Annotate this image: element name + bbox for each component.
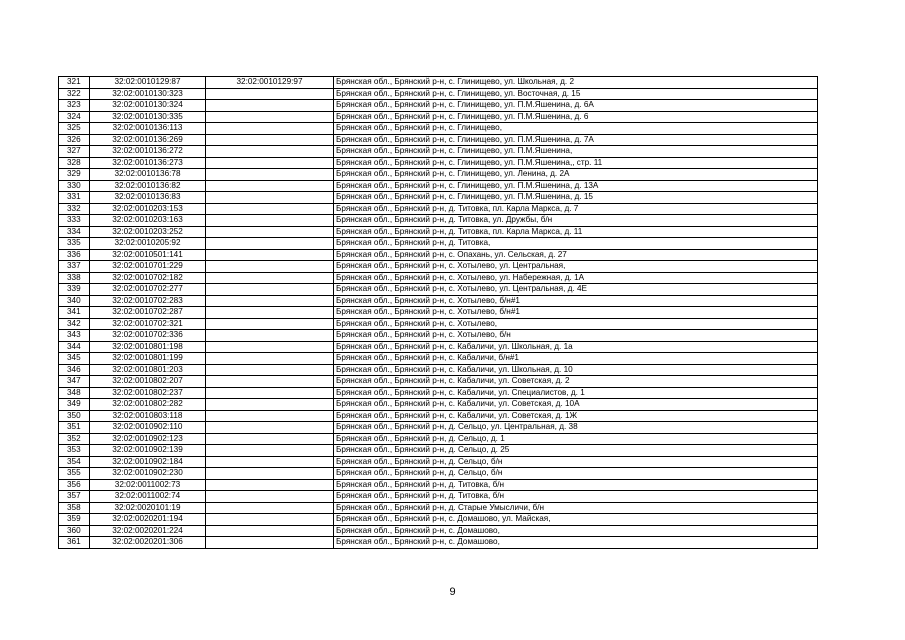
cadastral-number: 32:02:0010129:87 [90,77,206,89]
cadastral-number: 32:02:0010136:82 [90,180,206,192]
parent-cadastral-number [206,341,334,353]
parent-cadastral-number [206,445,334,457]
row-number: 329 [59,169,90,181]
parent-cadastral-number [206,468,334,480]
table-row [59,146,818,158]
cadastral-number: 32:02:0010130:324 [90,100,206,112]
row-number: 351 [59,422,90,434]
parent-cadastral-number [206,88,334,100]
parent-cadastral-number [206,146,334,158]
cadastral-number: 32:02:0010801:199 [90,353,206,365]
parent-cadastral-number [206,525,334,537]
table-row [59,479,818,491]
parent-cadastral-number [206,284,334,296]
table-row [59,525,818,537]
parent-cadastral-number [206,157,334,169]
address: Брянская обл., Брянский р-н, д. Титовка, пл. Карла Маркса, д. 7 [334,203,818,215]
row-number: 337 [59,261,90,273]
row-number: 325 [59,123,90,135]
row-number: 327 [59,146,90,158]
cadastral-number: 32:02:0010501:141 [90,249,206,261]
address: Брянская обл., Брянский р-н, с. Кабаличи, ул. Специалистов, д. 1 [334,387,818,399]
row-number: 342 [59,318,90,330]
address: Брянская обл., Брянский р-н, с. Кабаличи, ул. Советская, д. 2 [334,376,818,388]
parent-cadastral-number [206,192,334,204]
table-row [59,238,818,250]
parent-cadastral-number [206,295,334,307]
cadastral-number: 32:02:0010702:277 [90,284,206,296]
address: Брянская обл., Брянский р-н, с. Хотылево, [334,318,818,330]
cadastral-number: 32:02:0010801:203 [90,364,206,376]
address: Брянская обл., Брянский р-н, с. Домашово, ул. Майская, [334,514,818,526]
row-number: 340 [59,295,90,307]
table-body [59,77,818,549]
parent-cadastral-number [206,272,334,284]
cadastral-number: 32:02:0010702:182 [90,272,206,284]
table-row [59,410,818,422]
address: Брянская обл., Брянский р-н, д. Старые Умысличи, б/н [334,502,818,514]
table-row [59,353,818,365]
address: Брянская обл., Брянский р-н, с. Глинищево, ул. П.М.Яшенина, [334,146,818,158]
parent-cadastral-number [206,169,334,181]
parent-cadastral-number [206,261,334,273]
parent-cadastral-number [206,456,334,468]
row-number: 331 [59,192,90,204]
table-row [59,226,818,238]
cadastral-number: 32:02:0010902:139 [90,445,206,457]
cadastral-number: 32:02:0010803:118 [90,410,206,422]
cadastral-number: 32:02:0010802:237 [90,387,206,399]
parent-cadastral-number [206,330,334,342]
table-row [59,111,818,123]
parent-cadastral-number [206,399,334,411]
row-number: 324 [59,111,90,123]
address: Брянская обл., Брянский р-н, с. Хотылево, б/н [334,330,818,342]
page-number: 9 [449,586,456,598]
address: Брянская обл., Брянский р-н, с. Кабаличи, ул. Школьная, д. 1а [334,341,818,353]
cadastral-table [58,76,818,549]
cadastral-number: 32:02:0020201:194 [90,514,206,526]
address: Брянская обл., Брянский р-н, с. Глинищево, ул. П.М.Яшенина, д. 13А [334,180,818,192]
cadastral-number: 32:02:0010136:273 [90,157,206,169]
table-row [59,514,818,526]
table-row [59,468,818,480]
cadastral-number: 32:02:0010203:153 [90,203,206,215]
row-number: 321 [59,77,90,89]
parent-cadastral-number [206,318,334,330]
parent-cadastral-number [206,238,334,250]
cadastral-number: 32:02:0010702:283 [90,295,206,307]
parent-cadastral-number [206,203,334,215]
address: Брянская обл., Брянский р-н, д. Титовка, пл. Карла Маркса, д. 11 [334,226,818,238]
table-row [59,203,818,215]
parent-cadastral-number [206,479,334,491]
cadastral-number: 32:02:0010801:198 [90,341,206,353]
table-row [59,399,818,411]
address: Брянская обл., Брянский р-н, с. Глинищево, ул. П.М.Яшенина, д. 7А [334,134,818,146]
row-number: 326 [59,134,90,146]
cadastral-number: 32:02:0010902:123 [90,433,206,445]
row-number: 354 [59,456,90,468]
parent-cadastral-number [206,514,334,526]
parent-cadastral-number [206,100,334,112]
parent-cadastral-number [206,422,334,434]
table-row [59,215,818,227]
cadastral-number: 32:02:0010136:78 [90,169,206,181]
parent-cadastral-number [206,249,334,261]
row-number: 332 [59,203,90,215]
cadastral-number: 32:02:0010136:269 [90,134,206,146]
address: Брянская обл., Брянский р-н, д. Сельцо, б/н [334,456,818,468]
address: Брянская обл., Брянский р-н, с. Кабаличи, ул. Советская, д. 1Ж [334,410,818,422]
row-number: 330 [59,180,90,192]
address: Брянская обл., Брянский р-н, д. Сельцо, д. 25 [334,445,818,457]
row-number: 357 [59,491,90,503]
parent-cadastral-number [206,433,334,445]
row-number: 356 [59,479,90,491]
cadastral-number: 32:02:0011002:74 [90,491,206,503]
address: Брянская обл., Брянский р-н, с. Хотылево, ул. Набережная, д. 1А [334,272,818,284]
cadastral-number: 32:02:0010136:272 [90,146,206,158]
row-number: 323 [59,100,90,112]
cadastral-number: 32:02:0010802:282 [90,399,206,411]
row-number: 343 [59,330,90,342]
table-row [59,387,818,399]
table-row [59,272,818,284]
address: Брянская обл., Брянский р-н, с. Глинищево, ул. П.М.Яшенина, д. 6 [334,111,818,123]
parent-cadastral-number [206,111,334,123]
table-row [59,456,818,468]
address: Брянская обл., Брянский р-н, с. Глинищево, ул. Восточная, д. 15 [334,88,818,100]
table-row [59,307,818,319]
address: Брянская обл., Брянский р-н, с. Глинищево, ул. П.М.Яшенина, д. 15 [334,192,818,204]
row-number: 336 [59,249,90,261]
cadastral-number: 32:02:0010203:252 [90,226,206,238]
table-row [59,284,818,296]
row-number: 341 [59,307,90,319]
parent-cadastral-number [206,364,334,376]
parent-cadastral-number [206,491,334,503]
table-row [59,77,818,89]
table-row [59,134,818,146]
row-number: 333 [59,215,90,227]
address: Брянская обл., Брянский р-н, с. Хотылево, б/н#1 [334,295,818,307]
parent-cadastral-number [206,134,334,146]
row-number: 346 [59,364,90,376]
cadastral-number: 32:02:0010902:184 [90,456,206,468]
row-number: 339 [59,284,90,296]
address: Брянская обл., Брянский р-н, с. Кабаличи, ул. Советская, д. 10А [334,399,818,411]
parent-cadastral-number [206,502,334,514]
parent-cadastral-number [206,387,334,399]
row-number: 358 [59,502,90,514]
row-number: 338 [59,272,90,284]
address: Брянская обл., Брянский р-н, с. Хотылево, б/н#1 [334,307,818,319]
row-number: 334 [59,226,90,238]
parent-cadastral-number [206,226,334,238]
address: Брянская обл., Брянский р-н, с. Глинищево, ул. Школьная, д. 2 [334,77,818,89]
cadastral-number: 32:02:0010130:323 [90,88,206,100]
row-number: 322 [59,88,90,100]
cadastral-number: 32:02:0010205:92 [90,238,206,250]
address: Брянская обл., Брянский р-н, с. Кабаличи, ул. Школьная, д. 10 [334,364,818,376]
table-row [59,249,818,261]
parent-cadastral-number [206,410,334,422]
cadastral-number: 32:02:0010136:113 [90,123,206,135]
cadastral-number: 32:02:0020201:224 [90,525,206,537]
table-row [59,123,818,135]
table-row [59,376,818,388]
cadastral-number: 32:02:0010136:83 [90,192,206,204]
table-row [59,318,818,330]
cadastral-number: 32:02:0010702:336 [90,330,206,342]
row-number: 360 [59,525,90,537]
table-row [59,491,818,503]
address: Брянская обл., Брянский р-н, д. Титовка, б/н [334,479,818,491]
address: Брянская обл., Брянский р-н, д. Сельцо, ул. Центральная, д. 38 [334,422,818,434]
row-number: 349 [59,399,90,411]
table-row [59,502,818,514]
address: Брянская обл., Брянский р-н, д. Сельцо, б/н [334,468,818,480]
address: Брянская обл., Брянский р-н, д. Титовка, ул. Дружбы, б/н [334,215,818,227]
row-number: 348 [59,387,90,399]
address: Брянская обл., Брянский р-н, с. Глинищево, ул. П.М.Яшенина, д. 6А [334,100,818,112]
table-row [59,330,818,342]
table-row [59,180,818,192]
row-number: 335 [59,238,90,250]
row-number: 344 [59,341,90,353]
table-row [59,341,818,353]
cadastral-number: 32:02:0010203:163 [90,215,206,227]
address: Брянская обл., Брянский р-н, д. Сельцо, д. 1 [334,433,818,445]
parent-cadastral-number [206,215,334,227]
address: Брянская обл., Брянский р-н, с. Хотылево, ул. Центральная, [334,261,818,273]
cadastral-number: 32:02:0020201:306 [90,537,206,549]
table-row [59,88,818,100]
row-number: 350 [59,410,90,422]
table-row [59,261,818,273]
address: Брянская обл., Брянский р-н, д. Титовка, б/н [334,491,818,503]
address: Брянская обл., Брянский р-н, с. Глинищево, ул. Ленина, д. 2А [334,169,818,181]
cadastral-number: 32:02:0010701:229 [90,261,206,273]
parent-cadastral-number [206,376,334,388]
address: Брянская обл., Брянский р-н, с. Глинищево, ул. П.М.Яшенина,, стр. 11 [334,157,818,169]
table-row [59,445,818,457]
cadastral-number: 32:02:0010702:287 [90,307,206,319]
cadastral-number: 32:02:0010702:321 [90,318,206,330]
table-row [59,192,818,204]
address: Брянская обл., Брянский р-н, с. Хотылево, ул. Центральная, д. 4Е [334,284,818,296]
table-row [59,364,818,376]
cadastral-number: 32:02:0011002:73 [90,479,206,491]
address: Брянская обл., Брянский р-н, д. Титовка, [334,238,818,250]
table-row [59,537,818,549]
address: Брянская обл., Брянский р-н, с. Домашово, [334,525,818,537]
row-number: 359 [59,514,90,526]
cadastral-number: 32:02:0020101:19 [90,502,206,514]
parent-cadastral-number [206,123,334,135]
table-row [59,422,818,434]
parent-cadastral-number [206,180,334,192]
cadastral-number: 32:02:0010130:335 [90,111,206,123]
row-number: 347 [59,376,90,388]
parent-cadastral-number: 32:02:0010129:97 [206,77,334,89]
address: Брянская обл., Брянский р-н, с. Кабаличи, б/н#1 [334,353,818,365]
table-row [59,169,818,181]
cadastral-number: 32:02:0010902:230 [90,468,206,480]
parent-cadastral-number [206,537,334,549]
address: Брянская обл., Брянский р-н, с. Глинищево, [334,123,818,135]
table-row [59,295,818,307]
row-number: 355 [59,468,90,480]
cadastral-number: 32:02:0010902:110 [90,422,206,434]
row-number: 328 [59,157,90,169]
row-number: 361 [59,537,90,549]
address: Брянская обл., Брянский р-н, с. Опахань, ул. Сельская, д. 27 [334,249,818,261]
cadastral-number: 32:02:0010802:207 [90,376,206,388]
row-number: 345 [59,353,90,365]
table-row [59,100,818,112]
table-row [59,433,818,445]
table-row [59,157,818,169]
row-number: 352 [59,433,90,445]
row-number: 353 [59,445,90,457]
parent-cadastral-number [206,307,334,319]
address: Брянская обл., Брянский р-н, с. Домашово, [334,537,818,549]
parent-cadastral-number [206,353,334,365]
